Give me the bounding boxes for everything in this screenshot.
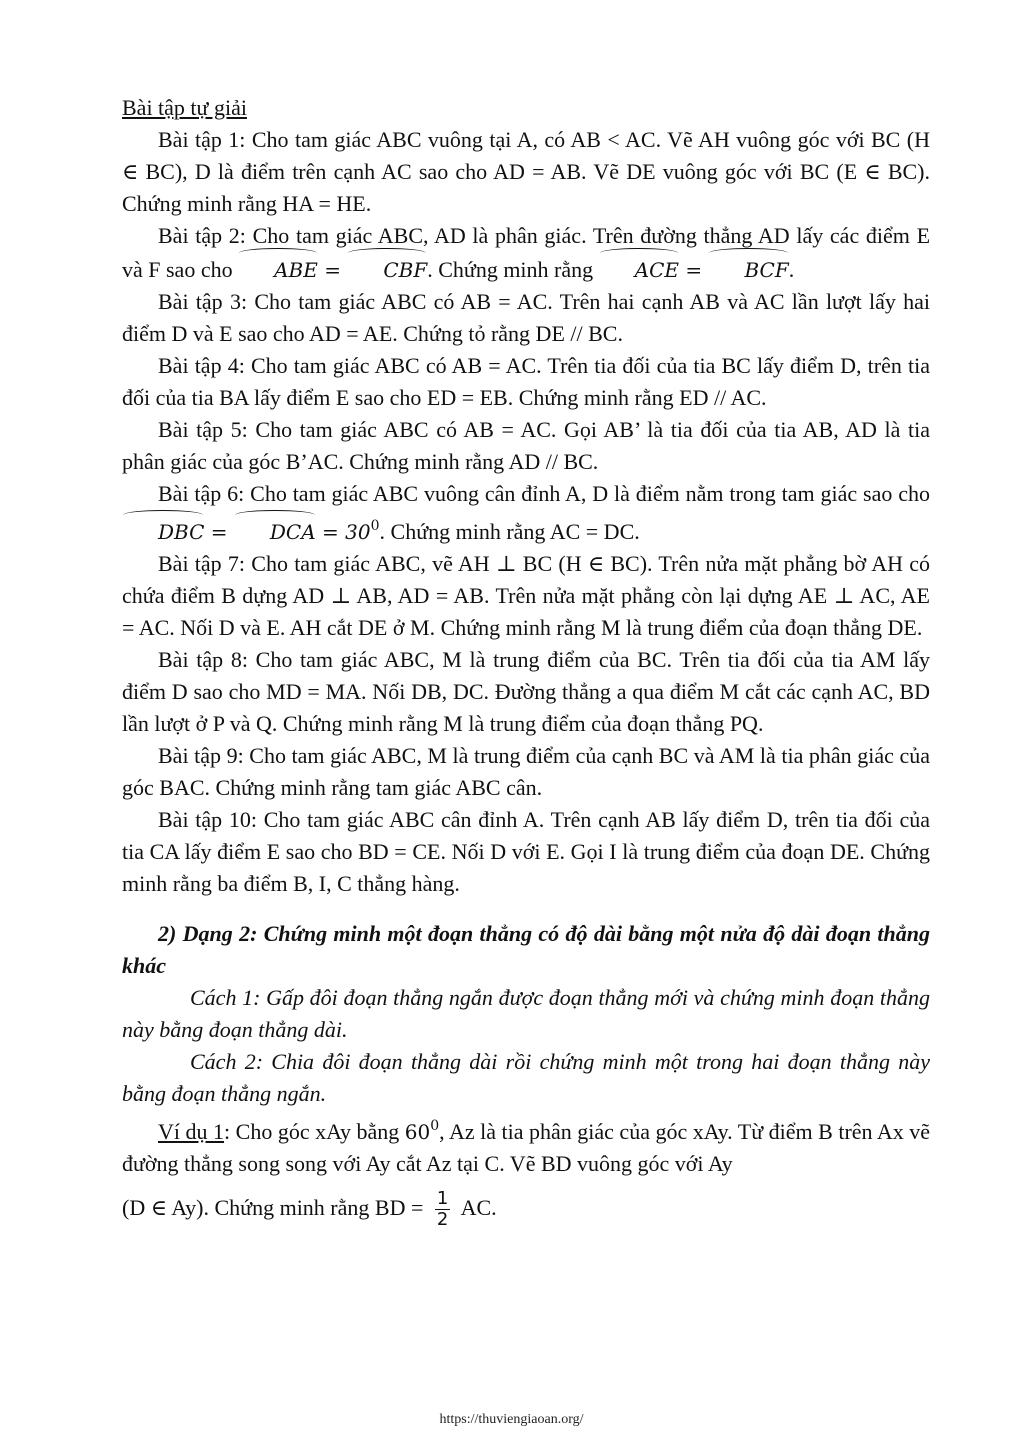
- exercise-9: [122, 740, 930, 804]
- exercise-label: Bài tập 9:: [158, 743, 244, 768]
- degree-value: = 30: [315, 520, 371, 544]
- degree-superscript: 0: [370, 518, 380, 534]
- equals-sign: =: [317, 258, 348, 282]
- angle-ace: ACE: [599, 252, 679, 286]
- exercise-label: Bài tập 6:: [158, 481, 245, 506]
- angle-abe: ABE: [238, 252, 318, 286]
- example-text: AC.: [456, 1195, 497, 1220]
- fraction-one-half: [435, 1189, 450, 1230]
- exercise-7: [122, 548, 930, 644]
- exercise-10: [122, 804, 930, 900]
- angle-dca: DCA: [234, 514, 316, 548]
- angle-dbc: DBC: [122, 514, 204, 548]
- exercise-label: Bài tập 2:: [158, 223, 246, 248]
- example-text: , Az là tia phân giác của góc xAy. Từ điểm B trên Ax vẽ đường thẳng song song với Ay cắt Az tại C. Vẽ BD vuông góc với Ay: [122, 1119, 931, 1176]
- method-2: Cách 2: Chia đôi đoạn thẳng dài rồi chứng minh một trong hai đoạn thẳng này bằng đoạn thẳng ngắn.: [122, 1049, 930, 1106]
- exercise-text: Cho tam giác ABC, AD là phân giác. Trên đường thẳng AD lấy các điểm E và F sao cho: [122, 223, 931, 282]
- exercise-label: Bài tập 1:: [158, 127, 246, 152]
- degree-superscript: 0: [430, 1118, 440, 1134]
- exercise-4: [122, 350, 930, 414]
- example-text: (D ∈ Ay). Chứng minh rằng BD =: [122, 1195, 429, 1220]
- exercise-label: Bài tập 7:: [158, 551, 246, 576]
- fraction-numerator: 1: [436, 1188, 449, 1210]
- method-1: Cách 1: Gấp đôi đoạn thẳng ngắn được đoạn thẳng mới và chứng minh đoạn thẳng này bằng đoạn thẳng dài.: [122, 985, 930, 1042]
- exercise-1: [122, 124, 930, 220]
- exercise-label: Bài tập 5:: [158, 417, 248, 442]
- section-title: Bài tập tự giải: [122, 95, 247, 120]
- exercise-label: Bài tập 4:: [158, 353, 245, 378]
- exercise-text: . Chứng minh rằng: [427, 257, 599, 282]
- exercise-text: Cho tam giác ABC, M là trung điểm của BC. Trên tia đối của tia AM lấy điểm D sao cho MD = MA. Nối DB, DC. Đường thẳng a qua điểm M cắt các cạnh AC, BD lần lượt ở P và Q. Chứng minh rằng M là trung điểm của đoạn thẳng PQ.: [122, 647, 930, 736]
- exercise-label: Bài tập 10:: [158, 807, 258, 832]
- exercise-text: Cho tam giác ABC cân đỉnh A. Trên cạnh AB lấy điểm D, trên tia đối của tia CA lấy điểm E sao cho BD = CE. Nối D với E. Gọi I là trung điểm của đoạn DE. Chứng minh rằng ba điểm B, I, C thẳng hàng.: [122, 807, 930, 896]
- exercise-text: Cho tam giác ABC, M là trung điểm của cạnh BC và AM là tia phân giác của góc BAC. Chứng minh rằng tam giác ABC cân.: [122, 743, 930, 800]
- exercise-3: [122, 286, 930, 350]
- exercise-2: [122, 220, 930, 286]
- footer-url: https://thuviengiaoan.org/: [439, 1412, 584, 1427]
- document-page: [122, 92, 930, 1236]
- exercise-text: . Chứng minh rằng AC = DC.: [379, 519, 640, 544]
- section-2-heading: 2) Dạng 2: Chứng minh một đoạn thẳng có độ dài bằng một nửa độ dài đoạn thẳng khác: [122, 921, 930, 978]
- example-1: [122, 1110, 930, 1180]
- example-text: : Cho góc xAy bằng: [224, 1119, 405, 1144]
- exercise-label: Bài tập 8:: [158, 647, 248, 672]
- angle-cbf: CBF: [347, 252, 427, 286]
- fraction-denominator: 2: [436, 1209, 449, 1231]
- equals-sign: =: [679, 258, 709, 282]
- exercise-text: Cho tam giác ABC vuông tại A, có AB < AC. Vẽ AH vuông góc với BC (H ∈ BC), D là điểm trên cạnh AC sao cho AD = AB. Vẽ DE vuông góc với BC (E ∈ BC). Chứng minh rằng HA = HE.: [122, 127, 930, 216]
- exercise-text: .: [788, 257, 795, 282]
- exercise-text: Cho tam giác ABC có AB = AC. Gọi AB’ là tia đối của tia AB, AD là tia phân giác của góc B’AC. Chứng minh rằng AD // BC.: [122, 417, 930, 474]
- exercise-8: [122, 644, 930, 740]
- example-label: Ví dụ 1: [158, 1119, 225, 1144]
- angle-bcf: BCF: [708, 252, 788, 286]
- exercise-text: Cho tam giác ABC vuông cân đỉnh A, D là điểm nằm trong tam giác sao cho: [244, 481, 930, 506]
- exercise-text: Cho tam giác ABC, vẽ AH ⊥ BC (H ∈ BC). Trên nửa mặt phẳng bờ AH có chứa điểm B dựng AD ⊥ AB, AD = AB. Trên nửa mặt phẳng còn lại dựng AE ⊥ AC, AE = AC. Nối D và E. AH cắt DE ở M. Chứng minh rằng M là trung điểm của đoạn thẳng DE.: [122, 551, 930, 640]
- equals-sign: =: [204, 520, 234, 544]
- exercise-text: Cho tam giác ABC có AB = AC. Trên hai cạnh AB và AC lần lượt lấy hai điểm D và E sao cho AD = AE. Chứng tỏ rằng DE // BC.: [122, 289, 930, 346]
- degree-value: 60: [404, 1120, 431, 1144]
- exercise-label: Bài tập 3:: [158, 289, 248, 314]
- example-1-conclusion: [122, 1180, 930, 1236]
- exercise-5: [122, 414, 930, 478]
- exercise-text: Cho tam giác ABC có AB = AC. Trên tia đối của tia BC lấy điểm D, trên tia đối của tia BA lấy điểm E sao cho ED = EB. Chứng minh rằng ED // AC.: [122, 353, 930, 410]
- exercise-6: [122, 478, 930, 548]
